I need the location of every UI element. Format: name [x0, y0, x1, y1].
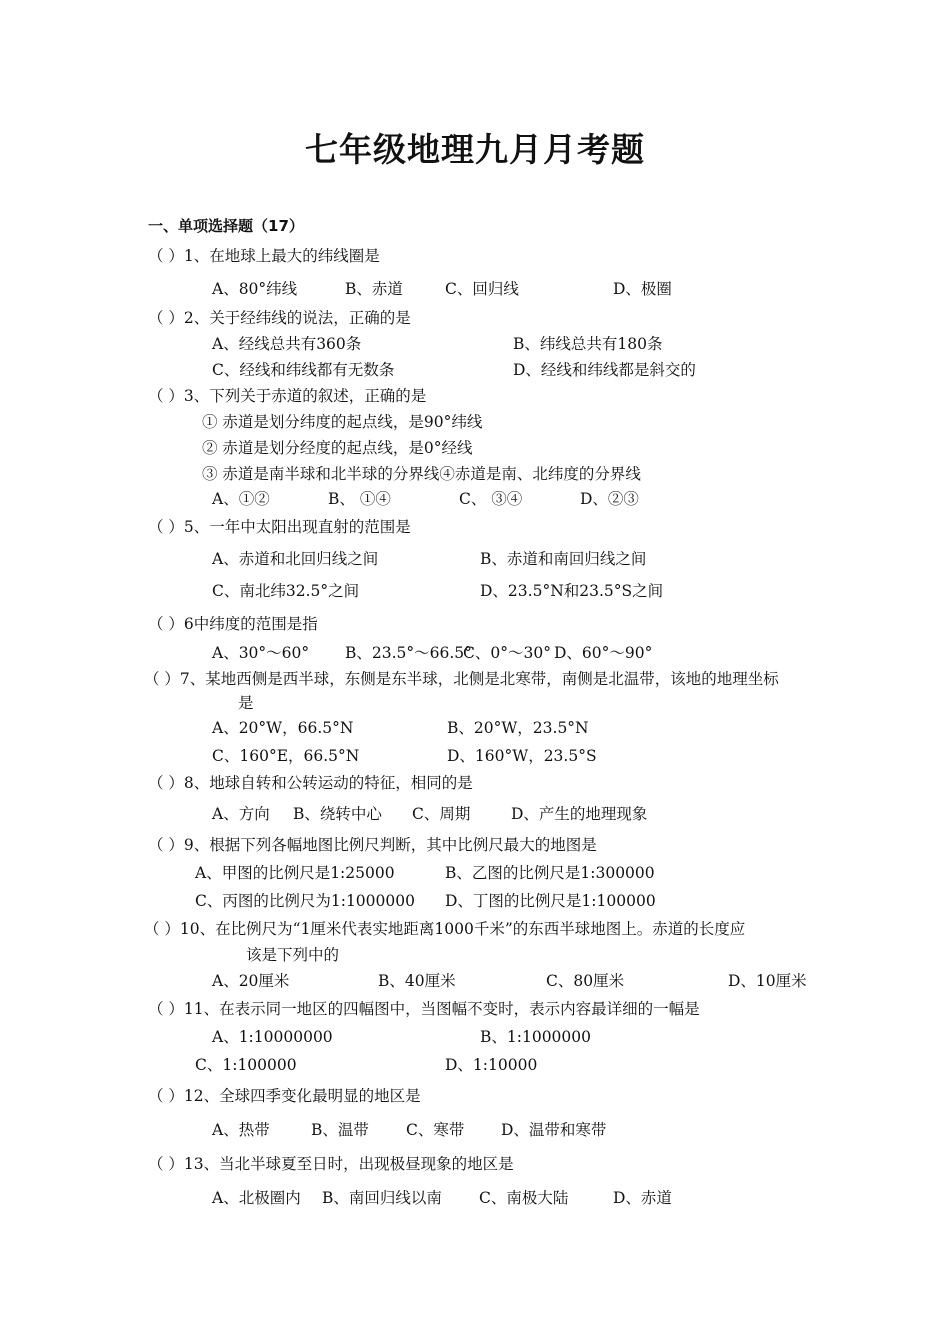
question-6-option-b: B、23.5°～66.5°: [345, 644, 472, 662]
question-9-option-a: A、甲图的比例尺是1:25000: [195, 864, 395, 882]
question-10-option-d: D、10厘米: [728, 972, 807, 990]
question-2-option-b: B、纬线总共有180条: [513, 335, 663, 353]
question-2-option-a: A、经线总共有360条: [212, 335, 362, 353]
question-7-option-d: D、160°W，23.5°S: [447, 747, 597, 765]
question-10-stem-cont: 该是下列中的: [246, 946, 340, 964]
question-7-option-a: A、20°W，66.5°N: [212, 719, 354, 737]
question-10-stem: （ ）10、在比例尺为“1厘米代表实地距离1000千米”的东西半球地图上。赤道的长度应: [144, 920, 746, 938]
question-9-option-d: D、丁图的比例尺是1:100000: [445, 892, 656, 910]
question-3-option-a: A、①②: [212, 490, 270, 508]
question-3-stem: （ ）3、下列关于赤道的叙述，正确的是: [148, 387, 427, 405]
question-8-stem: （ ）8、地球自转和公转运动的特征，相同的是: [148, 774, 473, 792]
question-2-option-c: C、经线和纬线都有无数条: [212, 361, 395, 379]
question-12-option-d: D、温带和寒带: [501, 1121, 607, 1139]
question-6-option-c: C、0°～30°: [463, 644, 551, 662]
question-3-statement-3: ③ 赤道是南半球和北半球的分界线④赤道是南、北纬度的分界线: [202, 465, 641, 483]
question-3-option-c: C、 ③④: [459, 490, 523, 508]
question-7-option-c: C、160°E，66.5°N: [212, 747, 360, 765]
question-5-option-c: C、南北纬32.5°之间: [212, 582, 360, 600]
question-10-option-c: C、80厘米: [546, 972, 625, 990]
question-7-stem-cont: 是: [238, 694, 254, 712]
question-1-option-c: C、回归线: [445, 280, 519, 298]
question-12-option-c: C、寒带: [406, 1121, 465, 1139]
exam-title: 七年级地理九月月考题: [305, 130, 645, 169]
question-10-option-a: A、20厘米: [212, 972, 290, 990]
question-12-option-b: B、温带: [311, 1121, 369, 1139]
question-6-option-d: D、60°～90°: [554, 644, 653, 662]
question-5-option-a: A、赤道和北回归线之间: [212, 550, 379, 568]
question-1-option-a: A、80°纬线: [212, 280, 298, 298]
question-8-option-c: C、周期: [412, 805, 471, 823]
question-12-stem: （ ）12、全球四季变化最明显的地区是: [148, 1087, 421, 1105]
question-5-stem: （ ）5、一年中太阳出现直射的范围是: [148, 518, 411, 536]
question-13-option-d: D、赤道: [613, 1189, 672, 1207]
question-8-option-a: A、方向: [212, 805, 270, 823]
question-2-stem: （ ）2、关于经纬线的说法，正确的是: [148, 309, 411, 327]
question-11-option-b: B、1:1000000: [480, 1028, 592, 1046]
question-3-statement-1: ① 赤道是划分纬度的起点线，是90°纬线: [202, 413, 483, 431]
question-5-option-d: D、23.5°N和23.5°S之间: [480, 582, 664, 600]
question-10-option-b: B、40厘米: [378, 972, 456, 990]
question-9-option-c: C、丙图的比例尺为1:1000000: [195, 892, 415, 910]
question-11-stem: （ ）11、在表示同一地区的四幅图中，当图幅不变时，表示内容最详细的一幅是: [148, 1000, 700, 1018]
question-9-stem: （ ）9、根据下列各幅地图比例尺判断，其中比例尺最大的地图是: [148, 836, 597, 854]
question-13-option-c: C、南极大陆: [479, 1189, 569, 1207]
question-1-option-d: D、极圈: [613, 280, 672, 298]
question-3-statement-2: ② 赤道是划分经度的起点线，是0°经线: [202, 439, 473, 457]
question-8-option-d: D、产生的地理现象: [511, 805, 648, 823]
question-7-stem: （ ）7、某地西侧是西半球，东侧是东半球，北侧是北寒带，南侧是北温带，该地的地理坐标: [144, 670, 779, 688]
question-2-option-d: D、经线和纬线都是斜交的: [513, 361, 696, 379]
question-1-option-b: B、赤道: [345, 280, 403, 298]
question-5-option-b: B、赤道和南回归线之间: [480, 550, 647, 568]
question-3-option-b: B、 ①④: [328, 490, 391, 508]
question-1-stem: （ ）1、在地球上最大的纬线圈是: [148, 247, 380, 265]
question-7-option-b: B、20°W，23.5°N: [447, 719, 589, 737]
question-11-option-a: A、1:10000000: [212, 1028, 333, 1046]
question-13-option-b: B、南回归线以南: [322, 1189, 442, 1207]
question-6-option-a: A、30°～60°: [212, 644, 310, 662]
question-8-option-b: B、绕转中心: [293, 805, 382, 823]
section-heading: 一、单项选择题（17）: [148, 217, 304, 235]
question-13-option-a: A、北极圈内: [212, 1189, 301, 1207]
question-9-option-b: B、乙图的比例尺是1:300000: [445, 864, 655, 882]
question-3-option-d: D、②③: [580, 490, 639, 508]
question-13-stem: （ ）13、当北半球夏至日时，出现极昼现象的地区是: [148, 1155, 514, 1173]
question-6-stem: （ ）6中纬度的范围是指: [148, 615, 318, 633]
question-11-option-c: C、1:100000: [195, 1056, 297, 1074]
question-12-option-a: A、热带: [212, 1121, 270, 1139]
question-11-option-d: D、1:10000: [445, 1056, 538, 1074]
